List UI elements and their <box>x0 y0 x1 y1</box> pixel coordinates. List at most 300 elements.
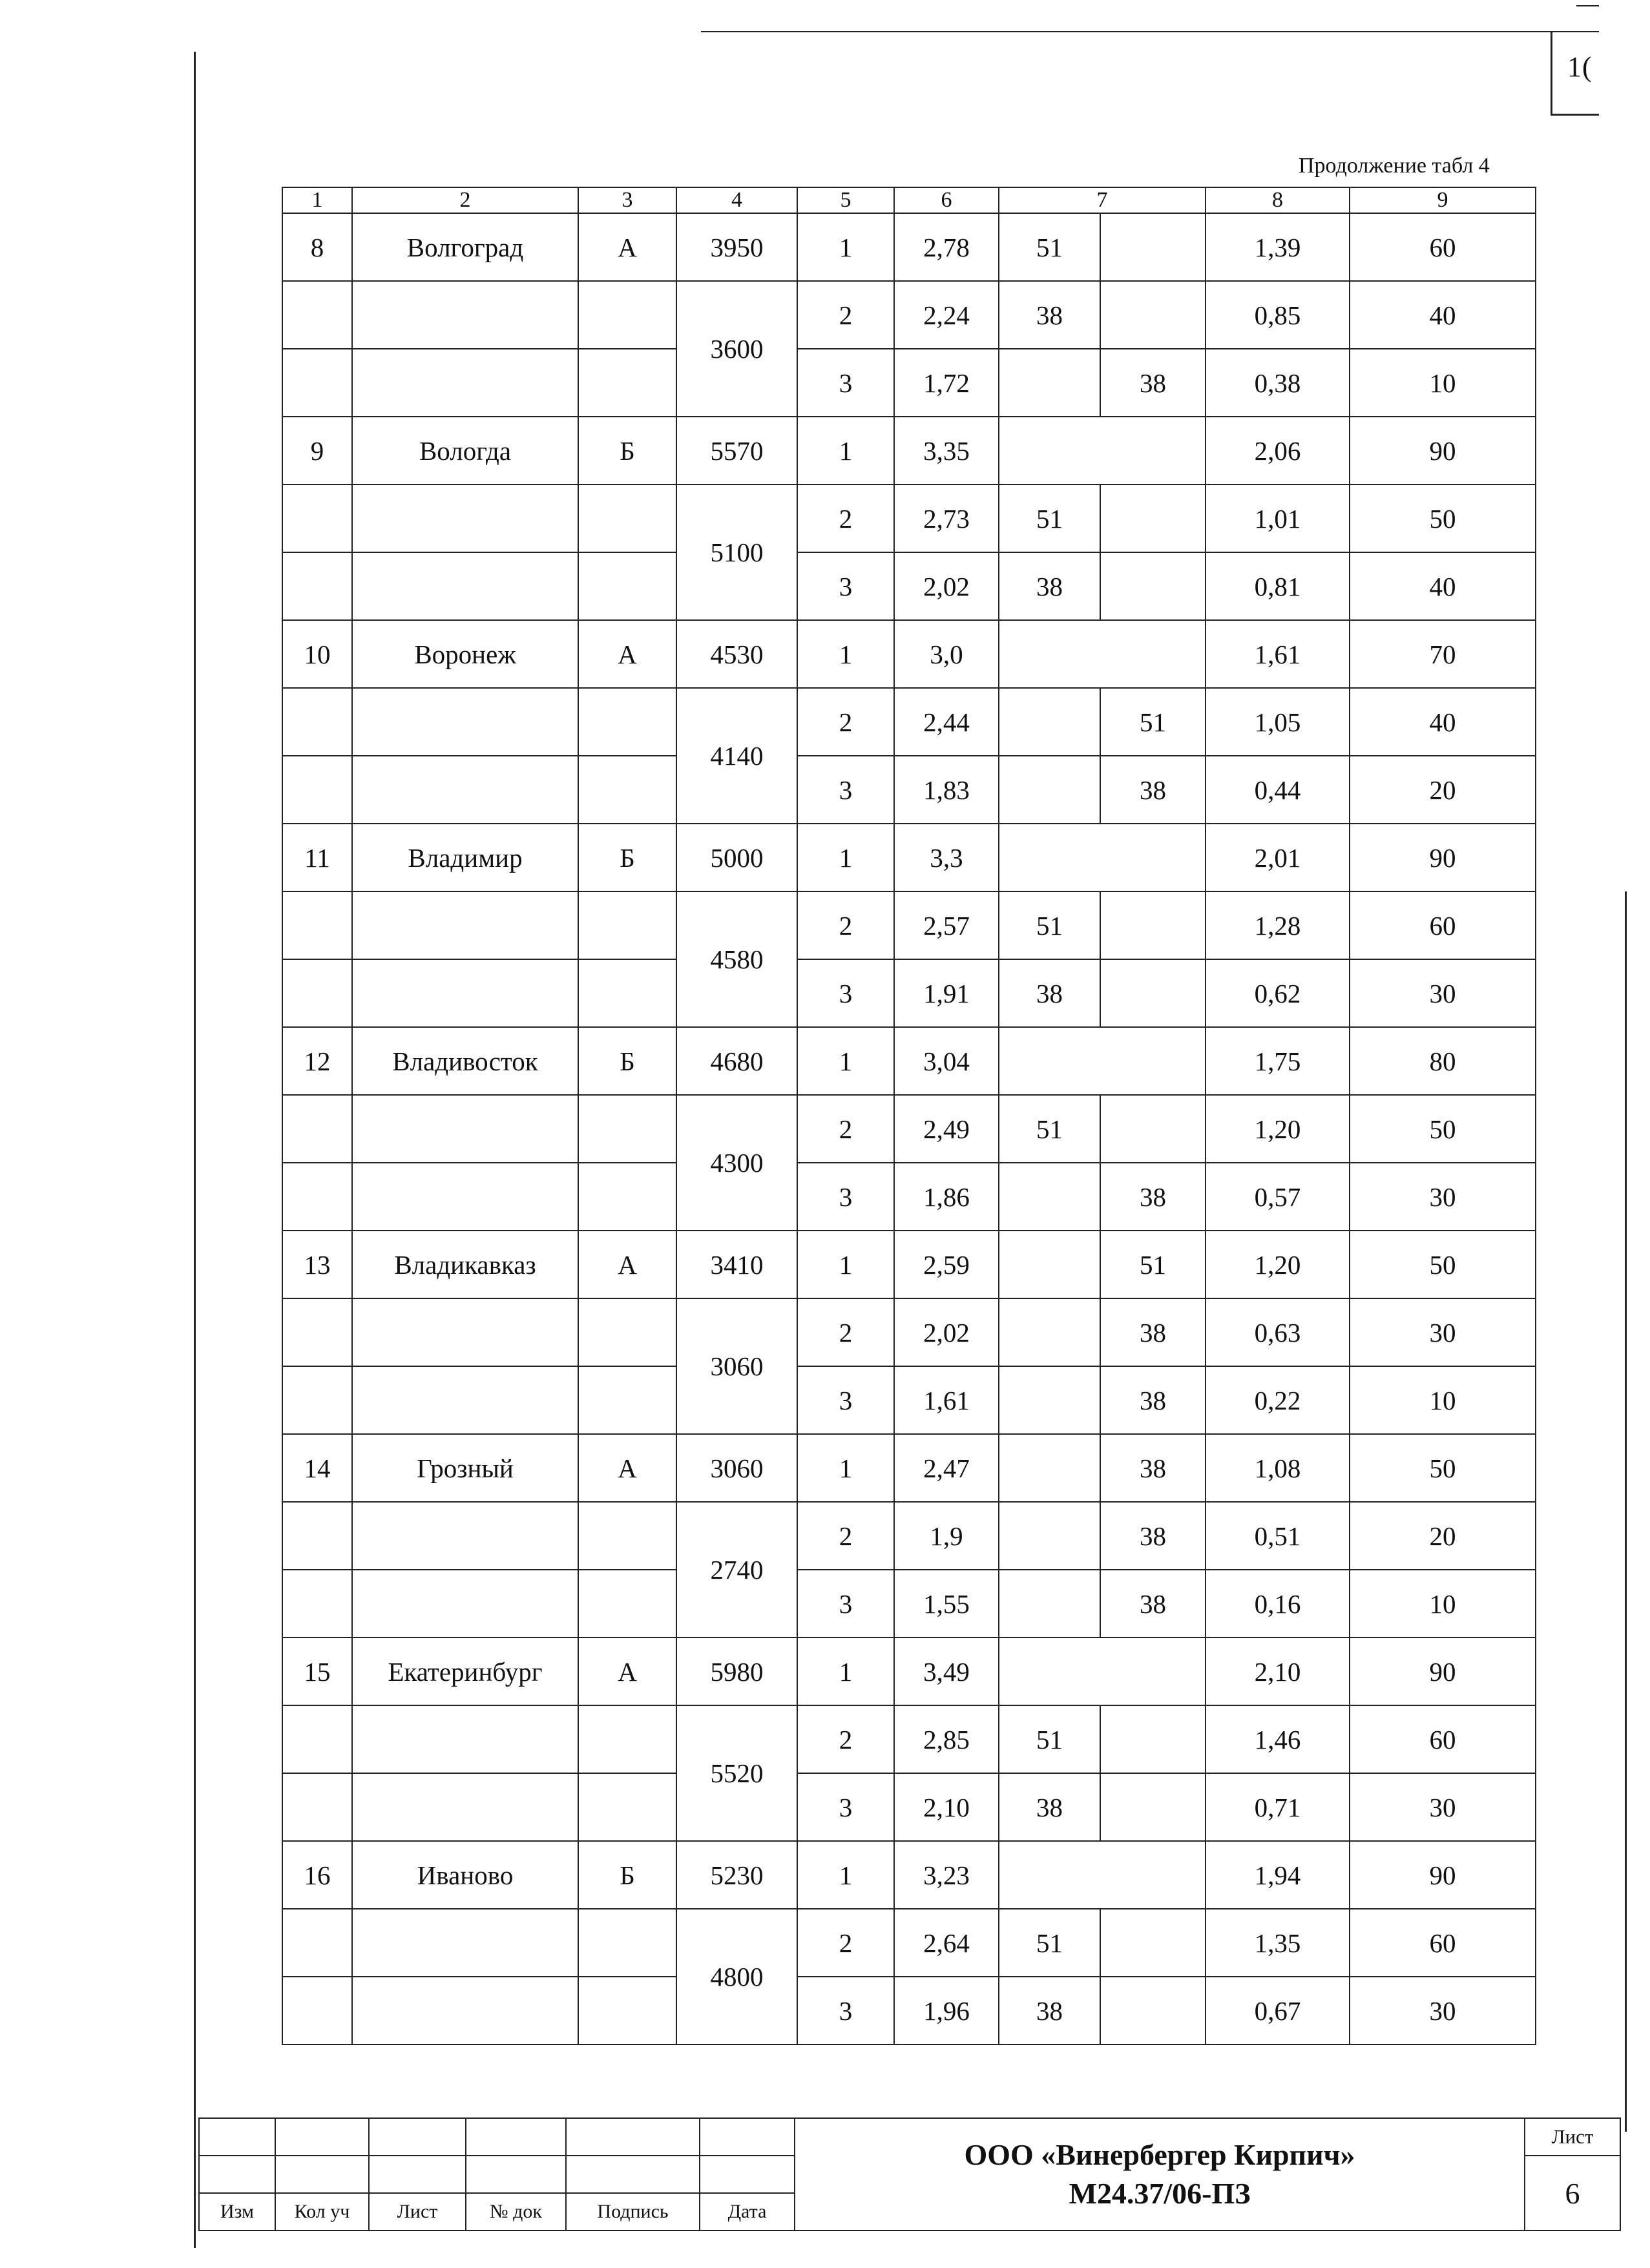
zone-cell: Б <box>578 1027 676 1095</box>
column-header: 5 <box>797 187 894 213</box>
col7b-value <box>1100 552 1206 620</box>
col8-value: 0,57 <box>1206 1163 1350 1231</box>
col8-value: 1,08 <box>1206 1434 1350 1502</box>
col7a-value: 38 <box>999 959 1100 1027</box>
table-row <box>282 1027 1536 1095</box>
variant-number: 1 <box>797 1434 894 1502</box>
variant-number: 3 <box>797 1773 894 1841</box>
empty-cell <box>578 1298 676 1366</box>
col6-value: 2,59 <box>894 1231 999 1298</box>
col7b-value: 38 <box>1100 756 1206 824</box>
frame-right-line <box>1625 891 1627 2132</box>
col9-value: 50 <box>1350 1231 1536 1298</box>
variant-number: 2 <box>797 688 894 756</box>
col7a-value: 38 <box>999 1773 1100 1841</box>
corner-box-bottom <box>1551 114 1599 116</box>
col9-value: 30 <box>1350 1163 1536 1231</box>
col9-value: 10 <box>1350 1366 1536 1434</box>
table-row <box>282 1095 1536 1163</box>
col8-value: 1,94 <box>1206 1841 1350 1909</box>
col9-value: 30 <box>1350 1298 1536 1366</box>
col6-value: 1,86 <box>894 1163 999 1231</box>
empty-cell <box>352 1163 578 1231</box>
col7b-value <box>1100 1977 1206 2044</box>
col8-value: 0,38 <box>1206 349 1350 417</box>
frame-left-line <box>194 52 196 2248</box>
empty-cell <box>578 1977 676 2044</box>
table-row <box>282 1298 1536 1366</box>
col9-value: 90 <box>1350 1638 1536 1705</box>
col6-value: 3,0 <box>894 620 999 688</box>
empty-cell <box>282 688 352 756</box>
empty-cell <box>352 349 578 417</box>
col6-value: 2,73 <box>894 484 999 552</box>
empty-cell <box>352 756 578 824</box>
col9-value: 40 <box>1350 688 1536 756</box>
org-name: ООО «Винербергер Кирпич» <box>964 2138 1355 2171</box>
col6-value: 1,91 <box>894 959 999 1027</box>
col6-value: 1,96 <box>894 1977 999 2044</box>
col8-value: 1,75 <box>1206 1027 1350 1095</box>
empty-cell <box>352 1298 578 1366</box>
col7a-value: 51 <box>999 1909 1100 1977</box>
col8-value: 1,61 <box>1206 620 1350 688</box>
variant-number: 1 <box>797 1231 894 1298</box>
col8-value: 0,81 <box>1206 552 1350 620</box>
col7a-value: 38 <box>999 1977 1100 2044</box>
table-row <box>282 417 1536 484</box>
variant-number: 3 <box>797 1163 894 1231</box>
col7a-value: 51 <box>999 1705 1100 1773</box>
table-row <box>282 213 1536 281</box>
value-main: 3060 <box>676 1434 797 1502</box>
variant-number: 3 <box>797 552 894 620</box>
col6-value: 2,02 <box>894 552 999 620</box>
empty-cell <box>578 1095 676 1163</box>
variant-number: 1 <box>797 1841 894 1909</box>
variant-number: 1 <box>797 620 894 688</box>
value-main: 3410 <box>676 1231 797 1298</box>
col7-value <box>999 417 1206 484</box>
col9-value: 70 <box>1350 620 1536 688</box>
col8-value: 1,35 <box>1206 1909 1350 1977</box>
empty-cell <box>282 1909 352 1977</box>
col9-value: 10 <box>1350 1570 1536 1638</box>
col8-value: 0,51 <box>1206 1502 1350 1570</box>
empty-cell <box>352 959 578 1027</box>
col8-value: 0,63 <box>1206 1298 1350 1366</box>
table-row <box>282 1434 1536 1502</box>
top-right-tick <box>1576 5 1599 6</box>
value-main: 5230 <box>676 1841 797 1909</box>
col8-value: 1,05 <box>1206 688 1350 756</box>
col9-value: 30 <box>1350 1773 1536 1841</box>
col8-value: 0,71 <box>1206 1773 1350 1841</box>
zone-cell: А <box>578 1434 676 1502</box>
table-row <box>282 824 1536 891</box>
value-main: 5000 <box>676 824 797 891</box>
col7b-value: 38 <box>1100 1502 1206 1570</box>
value-sub: 4580 <box>676 891 797 1027</box>
title-empty-cell <box>275 2156 369 2193</box>
empty-cell <box>352 552 578 620</box>
table-row <box>282 1163 1536 1231</box>
title-empty-cell <box>369 2156 466 2193</box>
sheet-label: Лист <box>1525 2118 1620 2156</box>
value-sub: 2740 <box>676 1502 797 1638</box>
col7-value <box>999 824 1206 891</box>
col6-value: 2,85 <box>894 1705 999 1773</box>
empty-cell <box>282 552 352 620</box>
table-row <box>282 1977 1536 2044</box>
zone-cell: Б <box>578 1841 676 1909</box>
title-empty-cell <box>199 2118 275 2156</box>
col7a-value <box>999 1163 1100 1231</box>
table-row <box>282 1773 1536 1841</box>
empty-cell <box>578 281 676 349</box>
value-main: 5570 <box>676 417 797 484</box>
empty-cell <box>578 756 676 824</box>
col6-value: 3,3 <box>894 824 999 891</box>
col9-value: 90 <box>1350 1841 1536 1909</box>
title-label: Изм <box>199 2193 275 2231</box>
empty-cell <box>282 756 352 824</box>
col9-value: 90 <box>1350 824 1536 891</box>
row-number: 14 <box>282 1434 352 1502</box>
empty-cell <box>282 1163 352 1231</box>
zone-cell: Б <box>578 417 676 484</box>
col7b-value <box>1100 1773 1206 1841</box>
value-sub: 4300 <box>676 1095 797 1231</box>
value-main: 4680 <box>676 1027 797 1095</box>
table-row <box>282 756 1536 824</box>
empty-cell <box>578 1570 676 1638</box>
col7b-value <box>1100 1095 1206 1163</box>
col9-value: 50 <box>1350 1434 1536 1502</box>
col8-value: 0,67 <box>1206 1977 1350 2044</box>
col7b-value: 51 <box>1100 688 1206 756</box>
col8-value: 2,06 <box>1206 417 1350 484</box>
value-sub: 5520 <box>676 1705 797 1841</box>
col9-value: 20 <box>1350 1502 1536 1570</box>
variant-number: 2 <box>797 281 894 349</box>
value-main: 5980 <box>676 1638 797 1705</box>
col7a-value: 51 <box>999 891 1100 959</box>
col7a-value <box>999 756 1100 824</box>
col7b-value: 38 <box>1100 1434 1206 1502</box>
col7b-value <box>1100 1909 1206 1977</box>
variant-number: 1 <box>797 417 894 484</box>
table-row <box>282 959 1536 1027</box>
col7-value <box>999 620 1206 688</box>
zone-cell: А <box>578 1231 676 1298</box>
table-row <box>282 620 1536 688</box>
zone-cell: А <box>578 1638 676 1705</box>
col6-value: 3,04 <box>894 1027 999 1095</box>
variant-number: 2 <box>797 1298 894 1366</box>
empty-cell <box>352 1977 578 2044</box>
empty-cell <box>578 1163 676 1231</box>
empty-cell <box>282 1773 352 1841</box>
title-empty-cell <box>466 2156 566 2193</box>
table-row <box>282 1502 1536 1570</box>
col6-value: 1,55 <box>894 1570 999 1638</box>
empty-cell <box>352 1705 578 1773</box>
data-table <box>282 187 1536 2045</box>
empty-cell <box>578 1773 676 1841</box>
col8-value: 1,28 <box>1206 891 1350 959</box>
col9-value: 40 <box>1350 281 1536 349</box>
row-number: 10 <box>282 620 352 688</box>
col8-value: 2,10 <box>1206 1638 1350 1705</box>
column-header: 2 <box>352 187 578 213</box>
title-label: Дата <box>700 2193 795 2231</box>
empty-cell <box>282 1366 352 1434</box>
corner-box-left <box>1551 31 1552 115</box>
row-number: 15 <box>282 1638 352 1705</box>
empty-cell <box>282 1502 352 1570</box>
table-row <box>282 1231 1536 1298</box>
variant-number: 2 <box>797 1909 894 1977</box>
city-name: Волгоград <box>352 213 578 281</box>
table-row <box>282 688 1536 756</box>
col6-value: 3,49 <box>894 1638 999 1705</box>
empty-cell <box>282 484 352 552</box>
empty-cell <box>282 1298 352 1366</box>
doc-title <box>795 2118 1525 2231</box>
col8-value: 2,01 <box>1206 824 1350 891</box>
value-sub: 4800 <box>676 1909 797 2044</box>
city-name: Грозный <box>352 1434 578 1502</box>
col9-value: 30 <box>1350 1977 1536 2044</box>
empty-cell <box>352 891 578 959</box>
row-number: 8 <box>282 213 352 281</box>
value-main: 3950 <box>676 213 797 281</box>
col7a-value <box>999 1502 1100 1570</box>
title-label: Кол уч <box>275 2193 369 2231</box>
title-empty-cell <box>275 2118 369 2156</box>
title-empty-cell <box>700 2118 795 2156</box>
title-empty-cell <box>566 2156 700 2193</box>
col7a-value <box>999 1231 1100 1298</box>
row-number: 9 <box>282 417 352 484</box>
col8-value: 1,01 <box>1206 484 1350 552</box>
col7b-value <box>1100 959 1206 1027</box>
table-row <box>282 1841 1536 1909</box>
table-row <box>282 1705 1536 1773</box>
col6-value: 2,44 <box>894 688 999 756</box>
empty-cell <box>282 1570 352 1638</box>
empty-cell <box>282 959 352 1027</box>
col7a-value <box>999 1570 1100 1638</box>
col7b-value: 51 <box>1100 1231 1206 1298</box>
empty-cell <box>578 484 676 552</box>
col7b-value: 38 <box>1100 349 1206 417</box>
col7b-value <box>1100 281 1206 349</box>
col9-value: 60 <box>1350 1705 1536 1773</box>
col9-value: 20 <box>1350 756 1536 824</box>
col7a-value <box>999 688 1100 756</box>
variant-number: 3 <box>797 1366 894 1434</box>
col9-value: 60 <box>1350 891 1536 959</box>
empty-cell <box>282 1095 352 1163</box>
col6-value: 2,10 <box>894 1773 999 1841</box>
empty-cell <box>282 1705 352 1773</box>
column-header: 4 <box>676 187 797 213</box>
empty-cell <box>352 1502 578 1570</box>
table-row <box>282 281 1536 349</box>
variant-number: 2 <box>797 1095 894 1163</box>
city-name: Владикавказ <box>352 1231 578 1298</box>
variant-number: 3 <box>797 1570 894 1638</box>
city-name: Владимир <box>352 824 578 891</box>
table-row <box>282 1366 1536 1434</box>
col7-value <box>999 1638 1206 1705</box>
frame-top-line <box>701 31 1599 32</box>
col7a-value <box>999 1366 1100 1434</box>
empty-cell <box>578 349 676 417</box>
value-sub: 5100 <box>676 484 797 620</box>
col6-value: 1,83 <box>894 756 999 824</box>
variant-number: 1 <box>797 824 894 891</box>
col7a-value: 38 <box>999 281 1100 349</box>
empty-cell <box>578 1502 676 1570</box>
col7b-value: 38 <box>1100 1570 1206 1638</box>
table-row <box>282 1909 1536 1977</box>
column-header: 1 <box>282 187 352 213</box>
table-row <box>282 484 1536 552</box>
col6-value: 2,57 <box>894 891 999 959</box>
empty-cell <box>578 552 676 620</box>
variant-number: 1 <box>797 1638 894 1705</box>
city-name: Вологда <box>352 417 578 484</box>
empty-cell <box>282 281 352 349</box>
col7b-value <box>1100 1705 1206 1773</box>
col6-value: 2,78 <box>894 213 999 281</box>
sheet-number: 6 <box>1525 2156 1620 2231</box>
value-sub: 3600 <box>676 281 797 417</box>
col9-value: 80 <box>1350 1027 1536 1095</box>
title-empty-cell <box>466 2118 566 2156</box>
col7b-value: 38 <box>1100 1298 1206 1366</box>
value-main: 4530 <box>676 620 797 688</box>
col7b-value: 38 <box>1100 1163 1206 1231</box>
col9-value: 30 <box>1350 959 1536 1027</box>
title-block-row <box>199 2118 1620 2156</box>
title-label: Лист <box>369 2193 466 2231</box>
column-header: 7 <box>999 187 1206 213</box>
title-label: № док <box>466 2193 566 2231</box>
col7a-value: 51 <box>999 484 1100 552</box>
zone-cell: А <box>578 620 676 688</box>
city-name: Владивосток <box>352 1027 578 1095</box>
col7b-value <box>1100 891 1206 959</box>
column-header: 9 <box>1350 187 1536 213</box>
variant-number: 3 <box>797 349 894 417</box>
col7b-value <box>1100 484 1206 552</box>
city-name: Иваново <box>352 1841 578 1909</box>
title-label: Подпись <box>566 2193 700 2231</box>
col8-value: 0,85 <box>1206 281 1350 349</box>
col8-value: 1,46 <box>1206 1705 1350 1773</box>
empty-cell <box>282 1977 352 2044</box>
zone-cell: Б <box>578 824 676 891</box>
col8-value: 1,39 <box>1206 213 1350 281</box>
col6-value: 3,35 <box>894 417 999 484</box>
doc-code: М24.37/06-ПЗ <box>1069 2177 1251 2210</box>
col7b-value <box>1100 213 1206 281</box>
value-sub: 4140 <box>676 688 797 824</box>
empty-cell <box>352 484 578 552</box>
empty-cell <box>578 1705 676 1773</box>
variant-number: 3 <box>797 756 894 824</box>
table-row <box>282 349 1536 417</box>
col7-value <box>999 1027 1206 1095</box>
col7a-value: 38 <box>999 552 1100 620</box>
empty-cell <box>578 891 676 959</box>
variant-number: 3 <box>797 959 894 1027</box>
empty-cell <box>578 959 676 1027</box>
col9-value: 40 <box>1350 552 1536 620</box>
header-row <box>282 187 1536 213</box>
col6-value: 2,49 <box>894 1095 999 1163</box>
table-row <box>282 1638 1536 1705</box>
title-empty-cell <box>566 2118 700 2156</box>
value-sub: 3060 <box>676 1298 797 1434</box>
col9-value: 90 <box>1350 417 1536 484</box>
col6-value: 2,64 <box>894 1909 999 1977</box>
empty-cell <box>282 891 352 959</box>
col9-value: 10 <box>1350 349 1536 417</box>
column-header: 3 <box>578 187 676 213</box>
empty-cell <box>352 688 578 756</box>
table-row <box>282 891 1536 959</box>
column-header: 8 <box>1206 187 1350 213</box>
variant-number: 2 <box>797 891 894 959</box>
title-empty-cell <box>700 2156 795 2193</box>
col6-value: 2,24 <box>894 281 999 349</box>
col6-value: 3,23 <box>894 1841 999 1909</box>
title-empty-cell <box>369 2118 466 2156</box>
empty-cell <box>578 1366 676 1434</box>
col6-value: 1,9 <box>894 1502 999 1570</box>
zone-cell: А <box>578 213 676 281</box>
column-header: 6 <box>894 187 999 213</box>
variant-number: 1 <box>797 213 894 281</box>
title-block <box>198 2117 1621 2231</box>
col8-value: 0,16 <box>1206 1570 1350 1638</box>
empty-cell <box>352 1095 578 1163</box>
table-row <box>282 552 1536 620</box>
table-row <box>282 1570 1536 1638</box>
col8-value: 0,62 <box>1206 959 1350 1027</box>
row-number: 16 <box>282 1841 352 1909</box>
col6-value: 1,72 <box>894 349 999 417</box>
row-number: 12 <box>282 1027 352 1095</box>
empty-cell <box>352 281 578 349</box>
empty-cell <box>578 1909 676 1977</box>
col7a-value <box>999 1298 1100 1366</box>
col8-value: 0,22 <box>1206 1366 1350 1434</box>
variant-number: 1 <box>797 1027 894 1095</box>
title-empty-cell <box>199 2156 275 2193</box>
table-caption: Продолжение табл 4 <box>1299 154 1490 178</box>
empty-cell <box>352 1773 578 1841</box>
col9-value: 60 <box>1350 1909 1536 1977</box>
col7a-value: 51 <box>999 1095 1100 1163</box>
col9-value: 50 <box>1350 484 1536 552</box>
city-name: Воронеж <box>352 620 578 688</box>
